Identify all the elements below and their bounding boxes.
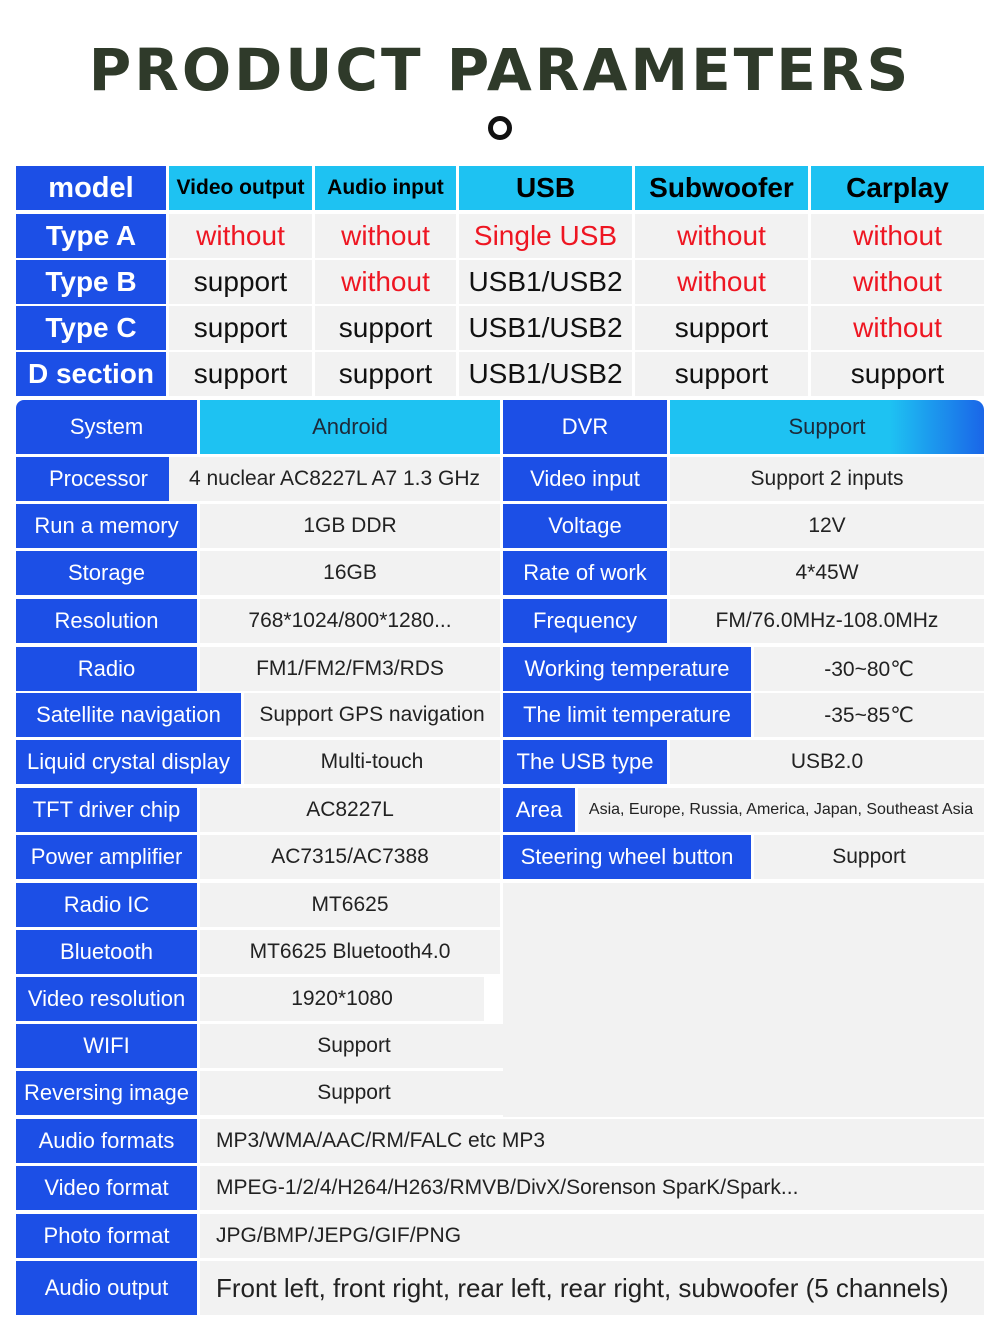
- spec-value: JPG/BMP/JEPG/GIF/PNG: [200, 1214, 984, 1258]
- row-label-type-b: Type B: [16, 260, 166, 304]
- table-cell: without: [315, 260, 456, 304]
- table-cell: without: [169, 214, 312, 258]
- spec-value: 4*45W: [670, 551, 984, 595]
- row-label-type-a: Type A: [16, 214, 166, 258]
- table-cell: support: [635, 306, 808, 350]
- spec-value: MP3/WMA/AAC/RM/FALC etc MP3: [200, 1119, 984, 1163]
- table-cell: without: [315, 214, 456, 258]
- spec-label: Audio formats: [16, 1119, 197, 1163]
- spec-value: MT6625: [200, 883, 500, 927]
- spec-value: FM1/FM2/FM3/RDS: [200, 647, 500, 691]
- header-carplay: Carplay: [811, 166, 984, 210]
- spec-label: Video input: [503, 457, 667, 501]
- spec-label: Resolution: [16, 599, 197, 643]
- spec-label: Video resolution: [16, 977, 197, 1021]
- table-cell: without: [811, 260, 984, 304]
- spec-label: Processor: [16, 457, 181, 501]
- spec-label: Reversing image: [16, 1071, 197, 1115]
- spec-value: Asia, Europe, Russia, America, Japan, Southeast Asia: [578, 788, 984, 832]
- spec-label: Storage: [16, 551, 197, 595]
- spec-value: AC7315/AC7388: [200, 835, 500, 879]
- table-cell: support: [635, 352, 808, 396]
- spec-label: Radio: [16, 647, 197, 691]
- spec-value: 12V: [670, 504, 984, 548]
- spec-label: System: [16, 400, 197, 454]
- spec-label: DVR: [503, 400, 667, 454]
- spec-label: Steering wheel button: [503, 835, 751, 879]
- header-model: model: [16, 166, 166, 210]
- row-label-type-c: Type C: [16, 306, 166, 350]
- spec-value: Support: [754, 835, 984, 879]
- spec-label: Liquid crystal display: [16, 740, 241, 784]
- spec-value: MPEG-1/2/4/H264/H263/RMVB/DivX/Sorenson SparK/Spark...: [200, 1166, 984, 1210]
- table-cell: without: [635, 260, 808, 304]
- spec-label: Audio output: [16, 1261, 197, 1315]
- spec-value: -35~85℃: [754, 693, 984, 737]
- spec-value: AC8227L: [200, 788, 500, 832]
- spec-value: MT6625 Bluetooth4.0: [200, 930, 500, 974]
- table-cell: support: [169, 352, 312, 396]
- empty-area: [503, 883, 984, 1117]
- table-cell: support: [811, 352, 984, 396]
- spec-label: Area: [503, 788, 575, 832]
- table-cell: without: [811, 214, 984, 258]
- spec-label: The limit temperature: [503, 693, 751, 737]
- spec-value: Support GPS navigation: [244, 693, 500, 737]
- spec-value: Android: [200, 400, 500, 454]
- spec-value: Support: [200, 1024, 508, 1068]
- spec-value: 16GB: [200, 551, 500, 595]
- header-video-output: Video output: [169, 166, 312, 210]
- spec-label: Power amplifier: [16, 835, 197, 879]
- spec-value: 1920*1080: [200, 977, 484, 1021]
- spec-label: Radio IC: [16, 883, 197, 927]
- header-audio-input: Audio input: [315, 166, 456, 210]
- spec-label: Satellite navigation: [16, 693, 241, 737]
- spec-value: Front left, front right, rear left, rear right, subwoofer (5 channels): [200, 1261, 984, 1315]
- spec-value: Multi-touch: [244, 740, 500, 784]
- table-cell: without: [811, 306, 984, 350]
- spec-label: Video format: [16, 1166, 197, 1210]
- spec-label: TFT driver chip: [16, 788, 197, 832]
- row-label-d-section: D section: [16, 352, 166, 396]
- spec-value: Support: [200, 1071, 508, 1115]
- spec-label: Frequency: [503, 599, 667, 643]
- table-cell: without: [635, 214, 808, 258]
- circle-icon: [488, 116, 512, 140]
- spec-value: 4 nuclear AC8227L A7 1.3 GHz: [169, 457, 500, 501]
- spec-label: Voltage: [503, 504, 667, 548]
- spec-value: USB2.0: [670, 740, 984, 784]
- table-cell: support: [315, 306, 456, 350]
- table-cell: USB1/USB2: [459, 306, 632, 350]
- table-cell: support: [169, 306, 312, 350]
- table-cell: support: [315, 352, 456, 396]
- table-cell: USB1/USB2: [459, 352, 632, 396]
- spec-label: Photo format: [16, 1214, 197, 1258]
- spec-label: Run a memory: [16, 504, 197, 548]
- table-cell: USB1/USB2: [459, 260, 632, 304]
- page-title: PRODUCT PARAMETERS: [88, 36, 912, 104]
- table-cell: support: [169, 260, 312, 304]
- header-usb: USB: [459, 166, 632, 210]
- spec-value: 768*1024/800*1280...: [200, 599, 500, 643]
- spec-value: FM/76.0MHz-108.0MHz: [670, 599, 984, 643]
- spec-label: WIFI: [16, 1024, 197, 1068]
- spec-value: -30~80℃: [754, 647, 984, 691]
- spec-label: Rate of work: [503, 551, 667, 595]
- spec-value: 1GB DDR: [200, 504, 500, 548]
- spec-label: Working temperature: [503, 647, 751, 691]
- spec-label: Bluetooth: [16, 930, 197, 974]
- spec-label: The USB type: [503, 740, 667, 784]
- spec-value: Support 2 inputs: [670, 457, 984, 501]
- table-cell: Single USB: [459, 214, 632, 258]
- header-subwoofer: Subwoofer: [635, 166, 808, 210]
- spec-value: Support: [670, 400, 984, 454]
